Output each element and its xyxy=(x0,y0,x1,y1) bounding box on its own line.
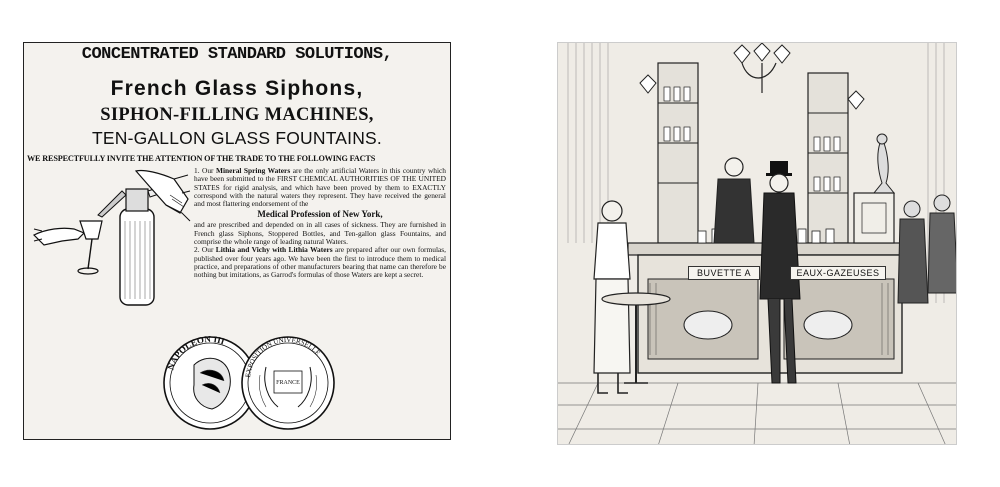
siphon-illustration xyxy=(32,169,192,309)
medal-right-text: EXPOSITION UNIVERSELLE xyxy=(244,335,322,378)
intro-line: WE RESPECTFULLY INVITE THE ATTENTION OF THE TRADE TO THE FOLLOWING FACTS xyxy=(27,154,376,163)
headline-siphon-filling-machines: SIPHON-FILLING MACHINES, xyxy=(100,105,374,125)
counter-sign-buvette: BUVETTE A xyxy=(688,266,760,280)
paragraph-mineral-waters: 1. Our Mineral Spring Waters are the only artificial Waters in this country which have been submitted to the FIRST CHEMICAL AUTHORITIES OF THE UNITED STATES for rigid analysis, and which have been proved by them to EXACTLY correspond with the natural waters they represent. They have received the general and most flattering endorsement of the xyxy=(194,166,447,209)
paragraph-lithia-waters: 2. Our Lithia and Vichy with Lithia Waters are prepared after our own formulas, published over four years ago. We have been the first to introduce them to medical practice, and preparations of other manufacturers bearing that name can therefore be nothing but imitations, as Garrod's formulas of those Waters are kept a secret. xyxy=(194,245,446,280)
medal-wreath-text: FRANCE xyxy=(276,380,300,386)
medal-left-text: NAPOLEON III xyxy=(165,333,226,372)
advertisement-panel xyxy=(23,42,451,440)
headline-glass-fountains: TEN-GALLON GLASS FOUNTAINS. xyxy=(92,128,382,148)
soda-fountain-engraving xyxy=(557,42,957,445)
subhead-medical-profession: Medical Profession of New York, xyxy=(257,209,383,220)
headline-french-glass-siphons: French Glass Siphons, xyxy=(110,77,364,100)
advertisement-body-text xyxy=(194,167,446,280)
paragraph-prescribed: and are prescribed and depended on in all cases of sickness. They are furnished in French glass Siphons, Stoppered Bottles, and Ten-gallon glass Fountains, and comprise the whole range of leading natural Waters. xyxy=(194,220,446,247)
engraving-scene xyxy=(558,43,957,445)
headline-concentrated-solutions: CONCENTRATED STANDARD SOLUTIONS, xyxy=(81,45,393,64)
medals-illustration xyxy=(154,325,344,435)
counter-sign-eaux-gazeuses: EAUX-GAZEUSES xyxy=(790,266,886,280)
